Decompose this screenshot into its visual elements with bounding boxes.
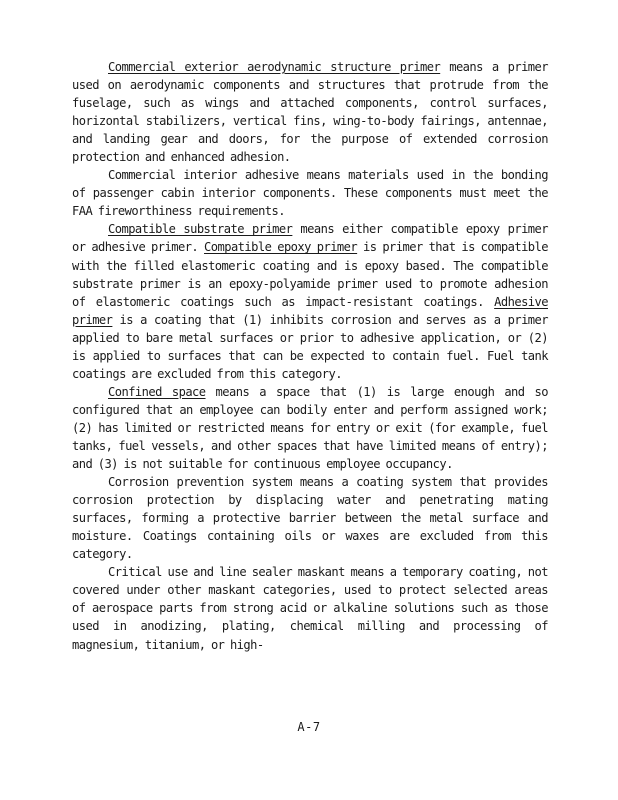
definition-text: Corrosion prevention system means a coating system that provides corrosion protection by displacing water and penetrating mating surfaces, forming a protective barrier between the metal surface and moisture. Coatings containing oils or waxes are excluded from this category. xyxy=(72,475,548,562)
definition-paragraph xyxy=(72,166,548,220)
definition-paragraph xyxy=(72,58,548,166)
defined-term: Compatible epoxy primer xyxy=(204,240,358,255)
definition-text: Commercial interior adhesive means materials used in the bonding of passenger cabin interior components. These components must meet the FAA fireworthiness requirements. xyxy=(72,168,548,219)
defined-term: Adhesive primer xyxy=(72,294,548,327)
document-body xyxy=(72,58,548,654)
definition-paragraph xyxy=(72,220,548,382)
defined-term: Compatible substrate primer xyxy=(108,222,293,237)
definition-text: Critical use and line sealer maskant means a temporary coating, not covered under other maskant categories, used to protect selected areas of aerospace parts from strong acid or alkaline solutions such as those used in anodizing, plating, chemical milling and processing of magnesium, titanium, or high- xyxy=(72,565,548,652)
definition-paragraph xyxy=(72,563,548,653)
page-number: A-7 xyxy=(297,720,321,734)
definition-paragraph xyxy=(72,383,548,473)
definition-text: means a primer used on aerodynamic components and structures that protrude from the fuselage, such as wings and attached components, control surfaces, horizontal stabilizers, vertical fins, wing-to-body fairings, antennae, and landing gear and doors, for the purpose of extended corrosion protection and enhanced adhesion. xyxy=(72,60,548,165)
defined-term: Commercial exterior aerodynamic structure primer xyxy=(108,60,441,74)
definition-text: means a space that (1) is large enough and so configured that an employee can bodily enter and perform assigned work; (2) has limited or restricted means for entry or exit (for example, fuel tanks, fuel vessels, and other spaces that have limited means of entry); and (3) is not suitable for continuous employee occupancy. xyxy=(72,384,548,472)
definition-text: is a coating that (1) inhibits corrosion and serves as a primer applied to bare metal surfaces or prior to adhesive application, or (2) is applied to surfaces that can be expected to contain fuel. Fuel tank coatings are excluded from this category. xyxy=(72,312,548,381)
definition-paragraph xyxy=(72,473,548,563)
defined-term: Confined space xyxy=(108,384,206,399)
definition-text: is primer that is compatible with the filled elastomeric coating and is epoxy based. The compatible substrate primer is an epoxy-polyamide primer used to promote adhesion of elastomeric coatings such as impact-resistant coatings. xyxy=(72,240,548,309)
definition-text: means either compatible epoxy primer or adhesive primer. xyxy=(72,222,548,255)
